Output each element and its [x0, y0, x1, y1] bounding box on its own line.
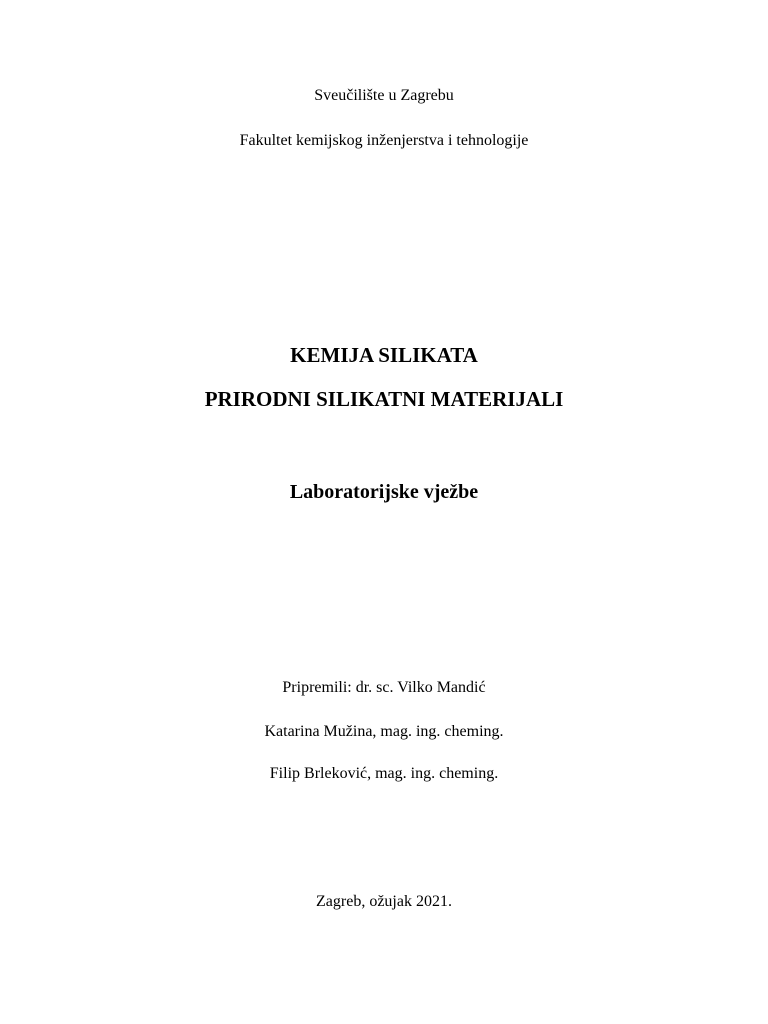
document-subtitle: PRIRODNI SILIKATNI MATERIJALI [204, 387, 564, 411]
faculty-name: Fakultet kemijskog inženjerstva i tehnologije [239, 132, 529, 149]
document-type: Laboratorijske vježbe [289, 481, 479, 503]
prepared-by-line: Filip Brleković, mag. ing. cheming. [269, 765, 499, 782]
place-and-date: Zagreb, ožujak 2021. [316, 893, 452, 910]
prepared-by-line: Katarina Mužina, mag. ing. cheming. [264, 723, 504, 740]
university-name: Sveučilište u Zagrebu [314, 87, 454, 104]
document-title: KEMIJA SILIKATA [290, 343, 478, 367]
prepared-by-line: Pripremili: dr. sc. Vilko Mandić [282, 679, 486, 696]
